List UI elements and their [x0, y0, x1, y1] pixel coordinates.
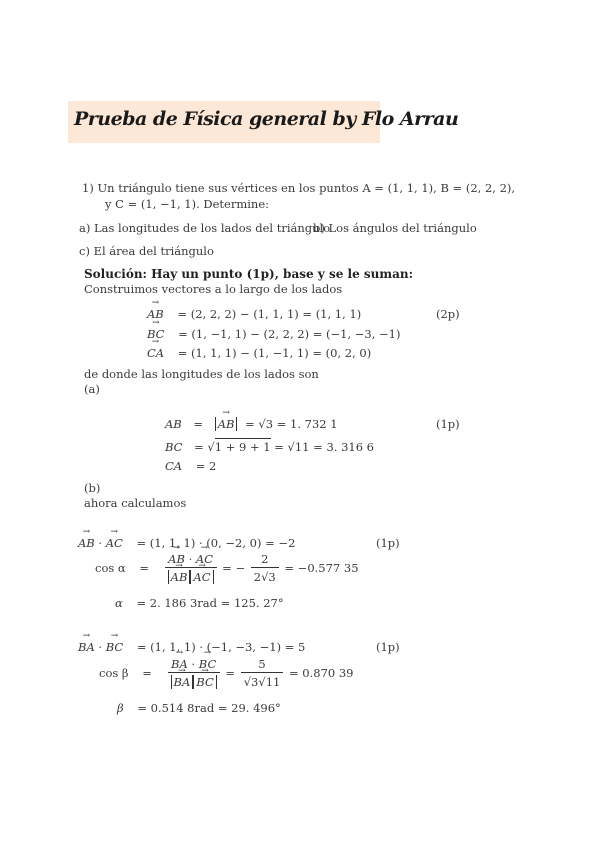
- cos-alpha-num-ab: → AB: [168, 552, 185, 566]
- beta-lhs: β: [117, 701, 124, 715]
- cos-alpha-fraction: → AB · → AC → AB→ AC: [165, 552, 217, 584]
- dot1-vector-ac: → AC: [106, 536, 123, 550]
- page-title: Prueba de Física general by Flo Arrau: [74, 108, 459, 130]
- cos-beta-fraction: → BA · → BC → BA→ BC: [168, 657, 220, 689]
- solution-header: Solución: Hay un punto (1p), base y se le suman:: [84, 267, 413, 281]
- length-bc-equation: [165, 440, 374, 454]
- vector-ca-label: → CA: [147, 346, 164, 360]
- cos-beta-lhs: cos β: [99, 666, 129, 680]
- vector-ab-label: → AB: [147, 307, 164, 321]
- dot-product-ab-ac: → AB · → AC = (1, 1, 1) · (0, −2, 0) = −2: [78, 536, 295, 550]
- problem-part-c: c) El área del triángulo: [79, 244, 214, 258]
- cos-alpha-den-ac: → AC: [193, 570, 210, 584]
- mark-1p-alpha: (1p): [376, 536, 400, 550]
- cos-alpha-result: = −0.577 35: [284, 561, 359, 575]
- length-bc-lhs: BC: [165, 440, 183, 454]
- cos-alpha-equation: cos α = → AB · → AC → AB→ AC = − $\frac{2}{2√3}$ = −0.577 35: [95, 552, 359, 584]
- length-ab-vector: → AB: [218, 417, 235, 431]
- length-bc-value: = √11 = 3. 316 6: [274, 440, 374, 454]
- length-bc-eq: = √: [194, 440, 215, 454]
- cos-beta-num-bc: → BC: [199, 657, 216, 671]
- cos-beta-result: = 0.870 39: [288, 666, 354, 680]
- cos-beta-equation: cos β = → BA · → BC → BA→ BC = $\frac{5}{√3√11}$ = 0.870 39: [99, 657, 354, 689]
- solution-intro: Construimos vectores a lo largo de los lados: [84, 282, 343, 296]
- cos-alpha-den-ab: → AB: [171, 570, 188, 584]
- length-ab-eq: =: [193, 417, 204, 431]
- length-ab-lhs: AB: [165, 417, 182, 431]
- length-ca-value: = 2: [195, 459, 217, 473]
- mark-1p-beta: (1p): [376, 640, 400, 654]
- alpha-equation: [115, 596, 284, 610]
- beta-equation: [117, 701, 281, 715]
- dot-product-ba-bc: → BA · → BC = (1, 1, 1) · (−1, −3, −1) = 5: [78, 640, 305, 654]
- alpha-value: = 2. 186 3rad = 125. 27°: [136, 596, 284, 610]
- lengths-intro: de donde las longitudes de los lados son: [84, 367, 319, 381]
- problem-part-b: b) Los ángulos del triángulo: [313, 221, 477, 235]
- length-ca-lhs: CA: [165, 459, 183, 473]
- label-b: (b): [84, 481, 101, 495]
- dot2-value: = (1, 1, 1) · (−1, −3, −1) = 5: [136, 640, 306, 654]
- cos-alpha-simplified-den: 2√3: [253, 570, 276, 584]
- problem-statement-line1: 1) Un triángulo tiene sus vértices en los puntos A = (1, 1, 1), B = (2, 2, 2),: [82, 181, 516, 195]
- length-ca-equation: [165, 459, 216, 473]
- cos-alpha-num-ac: → AC: [196, 552, 213, 566]
- length-ab-value: = √3 = 1. 732 1: [245, 417, 338, 431]
- vector-bc-label: → BC: [147, 327, 164, 341]
- cos-beta-eq: =: [142, 666, 152, 680]
- dot2-vector-bc: → BC: [106, 640, 123, 654]
- label-a: (a): [84, 382, 100, 396]
- dot1-value: = (1, 1, 1) · (0, −2, 0) = −2: [136, 536, 296, 550]
- length-bc-radicand: 1 + 9 + 1: [214, 440, 271, 454]
- vector-ab-equation: [147, 307, 361, 321]
- vector-ab-value: = (2, 2, 2) − (1, 1, 1) = (1, 1, 1): [177, 307, 362, 321]
- cos-alpha-eq: =: [139, 561, 149, 575]
- dot2-vector-ba: → BA: [78, 640, 95, 654]
- vector-bc-value: = (1, −1, 1) − (2, 2, 2) = (−1, −3, −1): [178, 327, 401, 341]
- cos-beta-simplified: [241, 657, 284, 689]
- cos-beta-den-bc: → BC: [196, 675, 213, 689]
- dot1-vector-ab: → AB: [78, 536, 95, 550]
- cos-alpha-simplified: [251, 552, 279, 584]
- length-ab-equation: [165, 417, 338, 431]
- cos-beta-num-ba: → BA: [171, 657, 188, 671]
- problem-statement-line2: y C = (1, −1, 1). Determine:: [105, 197, 270, 211]
- problem-part-a: a) Las longitudes de los lados del triángulo: [79, 221, 331, 235]
- cos-alpha-simplified-num: 2: [251, 552, 279, 568]
- vector-ca-value: = (1, 1, 1) − (1, −1, 1) = (0, 2, 0): [177, 346, 372, 360]
- beta-value: = 0.514 8rad = 29. 496°: [137, 701, 281, 715]
- vector-bc-equation: [147, 327, 401, 341]
- mark-1p-lengths: (1p): [436, 417, 460, 431]
- cos-beta-simplified-den: √3√11: [243, 675, 281, 689]
- cos-beta-simplified-num: 5: [241, 657, 284, 673]
- angles-intro: ahora calculamos: [84, 496, 187, 510]
- mark-2p: (2p): [436, 307, 460, 321]
- vector-ca-equation: [147, 346, 371, 360]
- cos-beta-den-ba: → BA: [174, 675, 191, 689]
- cos-alpha-lhs: cos α: [95, 561, 126, 575]
- alpha-lhs: α: [115, 596, 123, 610]
